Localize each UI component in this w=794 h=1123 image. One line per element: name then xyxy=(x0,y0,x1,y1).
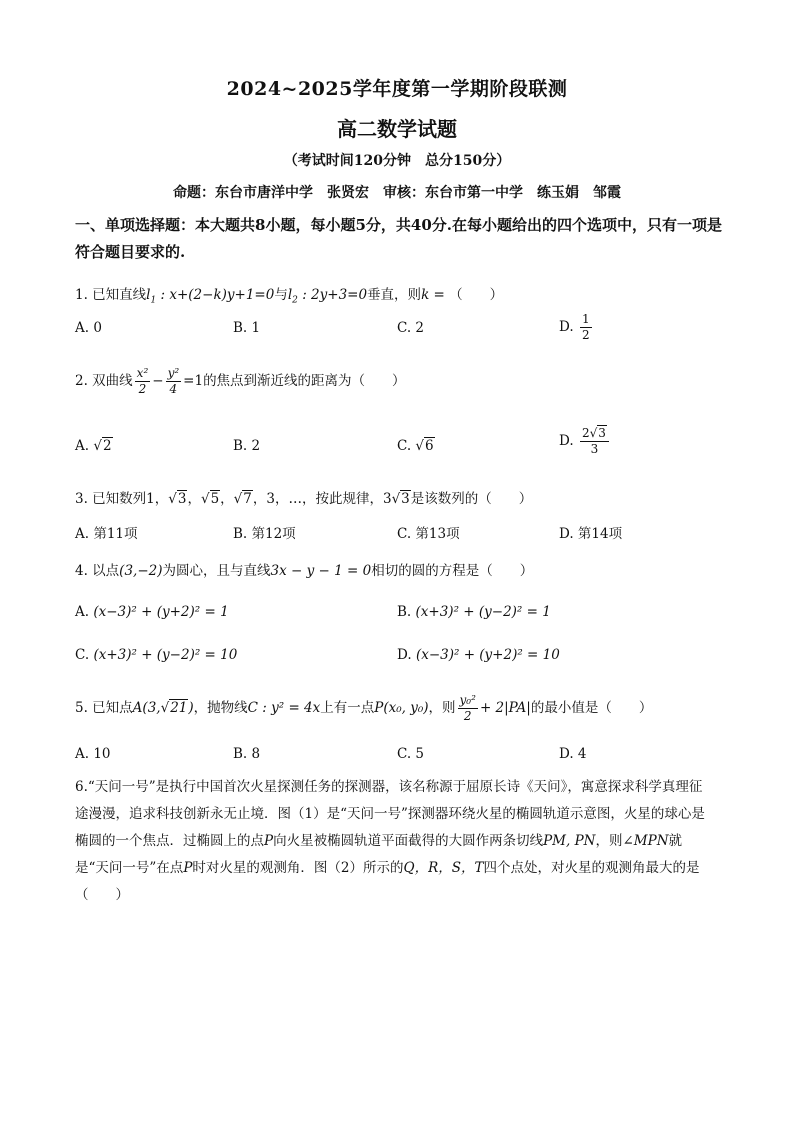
q4-option-c: C. (x+3)² + (y−2)² = 10 xyxy=(75,647,238,663)
q4-option-b: B. (x+3)² + (y−2)² = 1 xyxy=(397,604,551,620)
q2-option-b: B. 2 xyxy=(233,438,261,454)
q3-option-d: D. 第14项 xyxy=(559,526,623,542)
q1-option-c: C. 2 xyxy=(397,320,425,336)
q3-option-b: B. 第12项 xyxy=(233,526,296,542)
section-heading: 一、单项选择题：本大题共8小题，每小题5分，共40分.在每小题给出的四个选项中，只有一项是符合题目要求的. xyxy=(75,216,722,261)
q6-line-2: 途漫漫，追求科技创新永无止境．图（1）是“天问一号”探测器环绕火星的椭圆轨道示意图，火星的球心是 xyxy=(75,806,705,822)
q6-line-5: （ ） xyxy=(75,887,129,903)
q3-option-c: C. 第13项 xyxy=(397,526,460,542)
q1-d-fraction: $\frac{1}{2}$ xyxy=(581,312,590,342)
exam-authors: 命题：东台市唐洋中学 张贤宏 审核：东台市第一中学 练玉娟 邹霞 xyxy=(173,185,621,201)
q6-line-1: 6.“天问一号”是执行中国首次火星探测任务的探测器，该名称源于屈原长诗《天问》，寓意探求科学真理征 xyxy=(75,779,703,795)
exam-subtitle: 高二数学试题 xyxy=(337,117,457,141)
question-1: 1. 已知直线$l_1$ : x+(2−k)y+1=0与$l_2$ : 2y+3=0垂直，则k = （ ） xyxy=(75,287,504,306)
q5-option-b: B. 8 xyxy=(233,746,261,762)
exam-time-note: （考试时间120分钟 总分150分） xyxy=(283,153,511,169)
exam-title: 2024~2025学年度第一学期阶段联测 xyxy=(226,78,568,100)
q1-option-d: D. $\frac{1}{2}$ xyxy=(559,312,590,342)
q1-option-b: B. 1 xyxy=(233,320,261,336)
question-3: 3. 已知数列1，√3，√5，√7，3，…，按此规律，3√3是该数列的（ ） xyxy=(75,491,533,507)
question-6 xyxy=(75,774,725,909)
q5-option-d: D. 4 xyxy=(559,746,587,762)
question-4: 4. 以点(3,−2)为圆心，且与直线3x − y − 1 = 0相切的圆的方程是（ ） xyxy=(75,563,534,579)
q2-option-a: A. √2 xyxy=(75,438,112,454)
q4-option-d: D. (x−3)² + (y+2)² = 10 xyxy=(397,647,560,663)
q6-line-4: 是“天问一号”在点P时对火星的观测角．图（2）所示的Q，R，S，T四个点处，对火星的观测角最大的是 xyxy=(75,860,700,876)
question-2: 2. 双曲线 $\frac{\text{x²}}{2}$ − $\frac{\text{y²}}{4}$ =1的焦点到渐近线的距离为（ ） xyxy=(75,366,406,396)
q6-line-3: 椭圆的一个焦点．过椭圆上的点P向火星被椭圆轨道平面截得的大圆作两条切线PM, PN，则∠MPN就 xyxy=(75,833,683,849)
question-5: 5. 已知点A(3,√21)，抛物线C : y² = 4x上有一点P(x₀, y₀)，则 $\frac{\text{y₀²}}{2}$ + 2|PA|的最小值是（ ） xyxy=(75,693,653,723)
q1-option-a: A. 0 xyxy=(75,320,102,336)
q5-option-a: A. 10 xyxy=(75,746,111,762)
q2-option-d: D. $\frac{2√3}{3}$ xyxy=(559,426,611,457)
q2-option-c: C. √6 xyxy=(397,438,434,454)
q4-option-a: A. (x−3)² + (y+2)² = 1 xyxy=(75,604,229,620)
q5-option-c: C. 5 xyxy=(397,746,425,762)
q3-option-a: A. 第11项 xyxy=(75,526,138,542)
